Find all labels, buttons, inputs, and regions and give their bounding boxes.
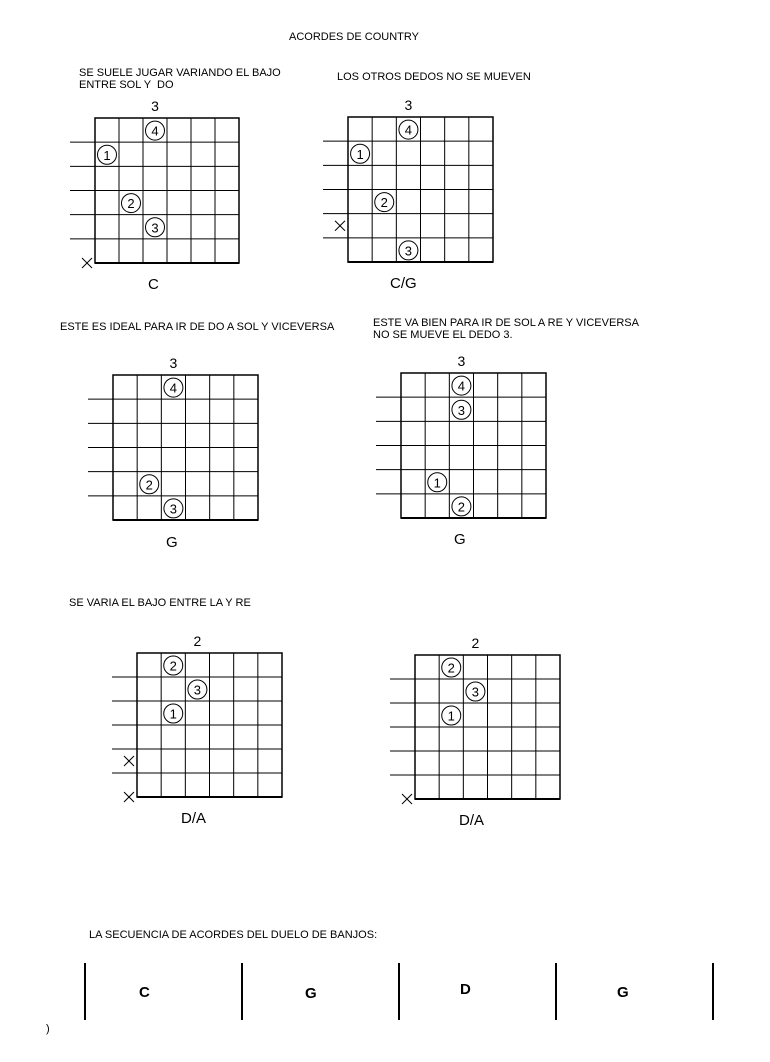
sequence-title: LA SECUENCIA DE ACORDES DEL DUELO DE BANJOS: [89, 929, 378, 941]
page-title: ACORDES DE COUNTRY [289, 31, 419, 43]
finger-marker [399, 241, 418, 260]
finger-number: 2 [457, 499, 466, 515]
finger-number: 4 [404, 122, 413, 138]
chord-label-4: G [454, 531, 466, 548]
finger-marker [164, 378, 183, 397]
chord-diagram-3 [88, 355, 258, 520]
chord-label-6: D/A [459, 812, 485, 829]
chord-label-5: D/A [181, 810, 207, 827]
finger-number: 3 [151, 220, 159, 236]
finger-number: 2 [447, 660, 455, 676]
finger-number: 1 [447, 708, 455, 724]
finger-number: 2 [380, 195, 388, 211]
finger-marker [442, 706, 461, 725]
muted-string-mark [124, 792, 134, 802]
finger-marker [164, 499, 183, 518]
note-4-line-2: NO SE MUEVE EL DEDO 3. [373, 329, 513, 341]
chord-diagram-6 [390, 635, 560, 804]
finger-marker [452, 400, 471, 419]
finger-number: 4 [457, 378, 466, 394]
note-1-line-1: SE SUELE JUGAR VARIANDO EL BAJO [79, 67, 281, 79]
finger-number: 4 [169, 380, 178, 396]
finger-number: 3 [471, 684, 480, 700]
chord-label-2: C/G [390, 275, 417, 292]
muted-string-mark [402, 794, 412, 804]
fret-number: 3 [151, 98, 159, 114]
fret-number: 3 [169, 355, 178, 371]
muted-string-mark [82, 258, 92, 268]
finger-number: 2 [145, 477, 153, 493]
sequence-chord-1: C [139, 984, 150, 1001]
chord-diagram-1 [70, 98, 239, 268]
fret-number: 3 [457, 353, 466, 369]
finger-number: 3 [457, 402, 466, 418]
finger-number: 1 [433, 475, 441, 491]
chord-diagram-2 [323, 97, 493, 262]
finger-number: 1 [356, 146, 364, 162]
finger-marker [164, 704, 183, 723]
finger-marker [146, 121, 165, 140]
finger-marker [452, 376, 471, 395]
fret-number: 2 [193, 633, 202, 649]
finger-number: 1 [103, 147, 111, 163]
note-1-line-2: ENTRE SOL Y DO [79, 79, 174, 91]
finger-marker [452, 497, 471, 516]
finger-number: 3 [404, 243, 413, 259]
chord-diagram-4 [376, 353, 546, 518]
finger-marker [466, 682, 485, 701]
finger-marker [122, 194, 141, 213]
finger-marker [375, 193, 394, 212]
note-3: ESTE ES IDEAL PARA IR DE DO A SOL Y VICEVERSA [60, 321, 335, 333]
sequence-chord-4: G [617, 984, 629, 1001]
note-5: SE VARIA EL BAJO ENTRE LA Y RE [69, 597, 251, 609]
sequence-chord-3: D [460, 981, 471, 998]
note-4-line-1: ESTE VA BIEN PARA IR DE SOL A RE Y VICEVERSA [373, 317, 639, 329]
sequence-chord-2: G [305, 985, 317, 1002]
finger-number: 4 [151, 123, 159, 139]
chord-label-1: C [148, 276, 159, 293]
finger-marker [442, 658, 461, 677]
finger-number: 3 [169, 501, 178, 517]
finger-marker [98, 145, 117, 164]
finger-number: 2 [127, 196, 135, 212]
finger-marker [428, 473, 447, 492]
finger-marker [164, 656, 183, 675]
finger-marker [140, 475, 159, 494]
finger-marker [188, 680, 207, 699]
muted-string-mark [335, 221, 345, 231]
fret-number: 2 [471, 635, 480, 651]
finger-number: 3 [193, 682, 202, 698]
corner-mark: ) [46, 1023, 50, 1035]
finger-number: 2 [169, 658, 177, 674]
finger-marker [146, 218, 165, 237]
muted-string-mark [124, 756, 134, 766]
fret-number: 3 [404, 97, 413, 113]
chord-diagram-5 [112, 633, 282, 802]
note-2: LOS OTROS DEDOS NO SE MUEVEN [337, 71, 531, 83]
finger-marker [399, 120, 418, 139]
finger-number: 1 [169, 706, 177, 722]
chord-label-3: G [166, 534, 178, 551]
finger-marker [351, 144, 370, 163]
